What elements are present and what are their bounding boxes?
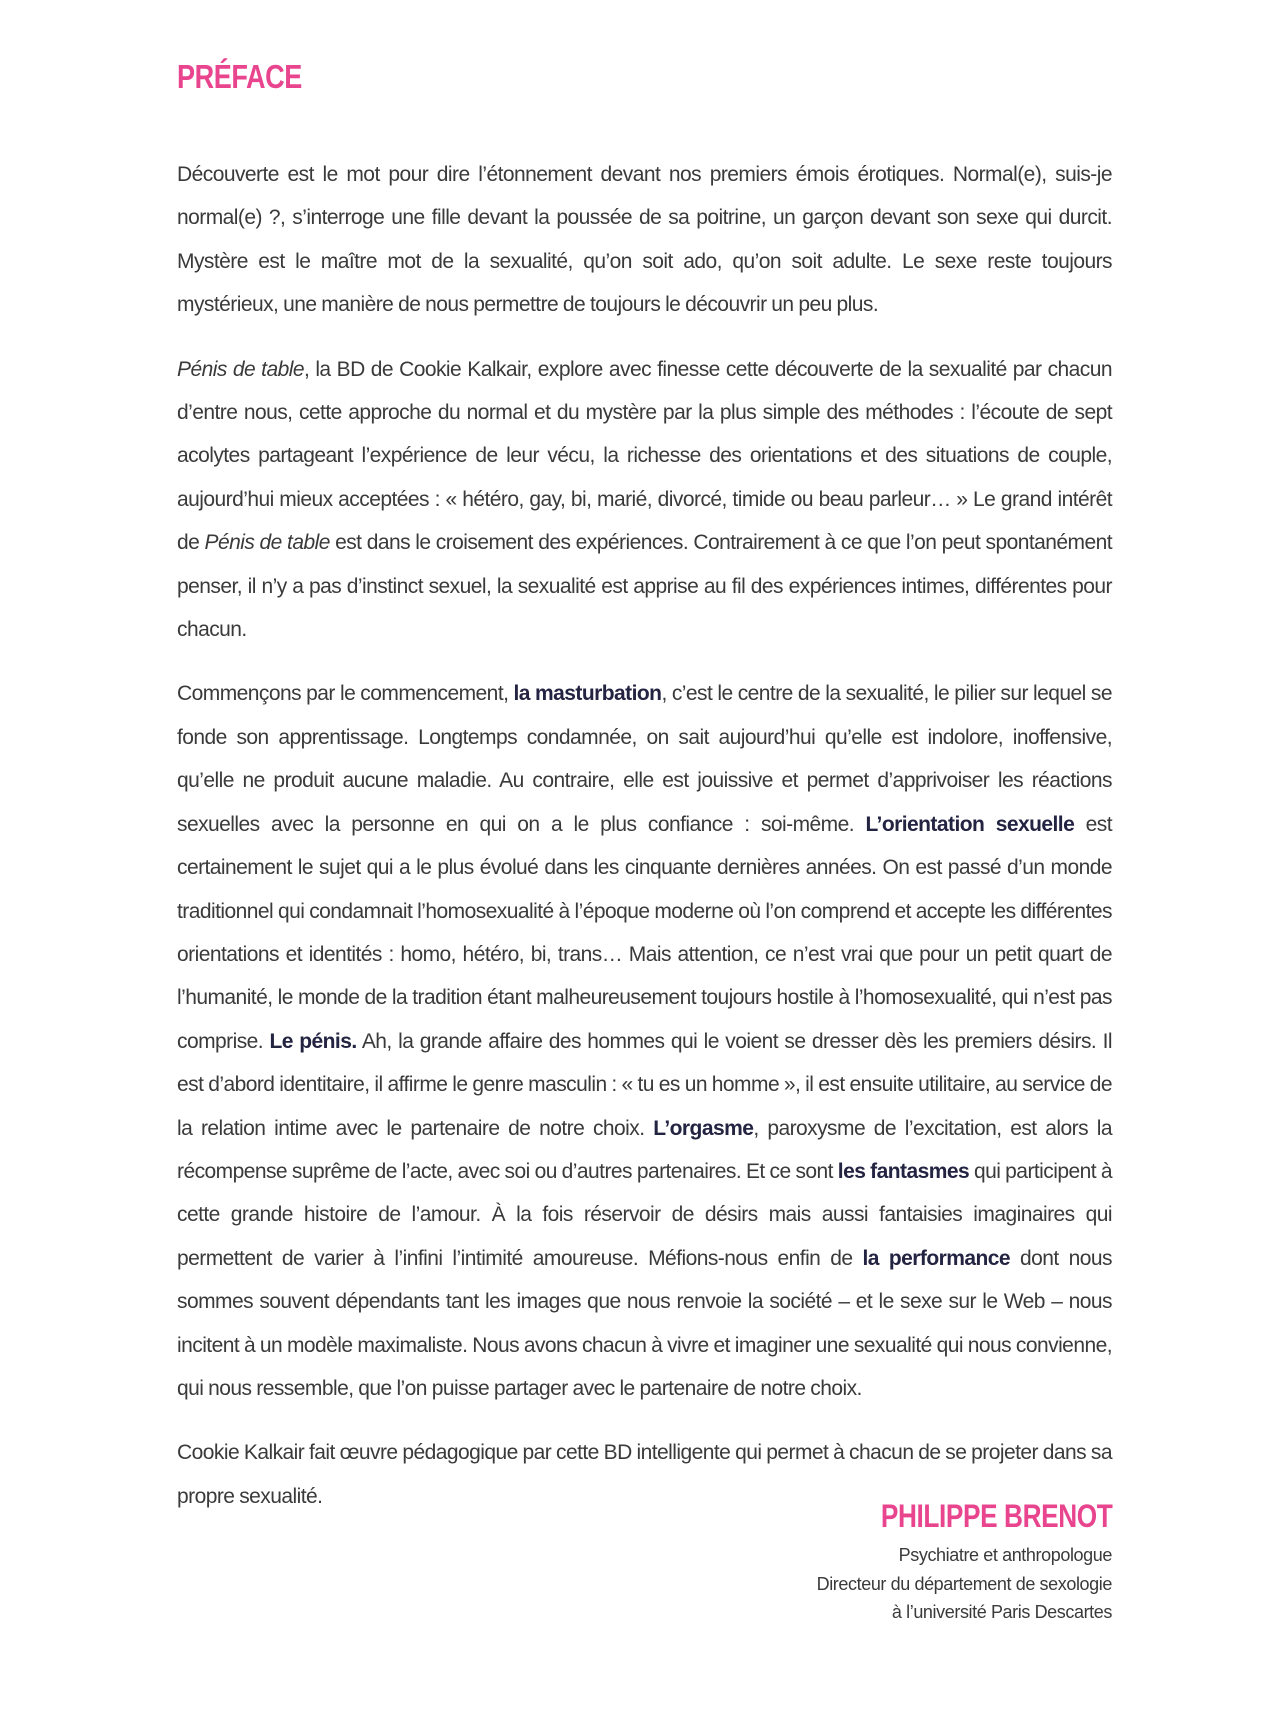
paragraph-3 xyxy=(177,672,1112,1410)
keyword-performance: la performance xyxy=(862,1246,1011,1270)
paragraph-3-text-f: qui participent à cette grande histoire de l’amour. À la fois réservoir de désirs mais aussi fantaisies imaginaires qui permettent de varier à l’infini l’intimité amoureuse. Méfions-nous enfin de xyxy=(177,1159,1112,1270)
paragraph-3-text-a: Commençons par le commencement, xyxy=(177,682,514,706)
paragraph-2 xyxy=(177,348,1112,652)
keyword-fantasmes: les fantasmes xyxy=(837,1159,970,1183)
paragraph-3-text-b: , c’est le centre de la sexualité, le pilier sur lequel se fonde son apprentissage. Longtemps condamnée, on sait aujourd’hui qu’elle est indolore, inoffensive, qu’elle ne produit aucune maladie. Au contraire, elle est jouissive et permet d’apprivoiser les réactions sexuelles avec la personne en qui on a le plus confiance : soi-même. xyxy=(177,682,1112,836)
paragraph-3-text-g: dont nous sommes souvent dépendants tant les images que nous renvoie la société – et le sexe sur le Web – nous incitent à un modèle maximaliste. Nous avons chacun à vivre et imaginer une sexualité qui nous convienne, qui nous ressemble, que l’on puisse partager avec le partenaire de notre choix. xyxy=(177,1246,1113,1400)
author-role: Psychiatre et anthropologue xyxy=(898,1545,1112,1565)
paragraph-3-text-e: , paroxysme de l’excitation, est alors la récompense suprême de l’acte, avec soi ou d’autres partenaires. Et ce sont xyxy=(177,1116,1112,1183)
paragraph-2-text-a: , la BD de Cookie Kalkair, explore avec finesse cette découverte de la sexualité par chacun d’entre nous, cette approche du normal et du mystère par la plus simple des méthodes : l’écoute de sept acolytes partageant l’expérience de leur vécu, la richesse des orientations et des situations de couple, aujourd’hui mieux acceptées : « hétéro, gay, bi, marié, divorcé, timide ou beau parleur… » Le grand intérêt de xyxy=(177,357,1112,555)
preface-body xyxy=(177,153,1112,1539)
paragraph-2-text-b: est dans le croisement des expériences. Contrairement à ce que l’on peut spontanément penser, il n’y a pas d’instinct sexuel, la sexualité est apprise au fil des expériences intimes, différentes pour chacun. xyxy=(177,531,1113,642)
keyword-masturbation: la masturbation xyxy=(513,682,662,706)
book-title: Pénis de table xyxy=(204,531,330,555)
keyword-orientation: L’orientation sexuelle xyxy=(865,812,1075,836)
paragraph-3-text-d: Ah, la grande affaire des hommes qui le voient se dresser dès les premiers désirs. Il est d’abord identitaire, il affirme le genre masculin : « tu es un homme », il est ensuite utilitaire, au service de la relation intime avec le partenaire de notre choix. xyxy=(177,1029,1112,1140)
paragraph-1: Découverte est le mot pour dire l’étonnement devant nos premiers émois érotiques. Normal(e), suis-je normal(e) ?, s’interroge une fille devant la poussée de sa poitrine, un garçon devant son sexe qui durcit. Mystère est le maître mot de la sexualité, qu’on soit ado, qu’on soit adulte. Le sexe reste toujours mystérieux, une manière de nous permettre de toujours le découvrir un peu plus. xyxy=(177,163,1112,317)
book-title: Pénis de table xyxy=(177,357,304,381)
page-title: PRÉFACE xyxy=(177,58,302,95)
signature-block xyxy=(817,1498,1112,1627)
paragraph-3-text-c: est certainement le sujet qui a le plus évolué dans les cinquante dernières années. On est passé d’un monde traditionnel qui condamnait l’homosexualité à l’époque moderne où l’on comprend et accepte les différentes orientations et identités : homo, hétéro, bi, trans… Mais attention, ce n’est vrai que pour un petit quart de l’humanité, le monde de la tradition étant malheureusement toujours hostile à l’homosexualité, qui n’est pas comprise. xyxy=(177,812,1112,1053)
keyword-orgasme: L’orgasme xyxy=(653,1116,754,1140)
author-position: Directeur du département de sexologie xyxy=(816,1573,1112,1594)
author-institution: à l’université Paris Descartes xyxy=(891,1602,1112,1622)
paragraph-4: Cookie Kalkair fait œuvre pédagogique par cette BD intelligente qui permet à chacun de se projeter dans sa propre sexualité. xyxy=(177,1441,1112,1508)
keyword-penis: Le pénis. xyxy=(269,1029,357,1053)
author-name: PHILIPPE BRENOT xyxy=(880,1498,1112,1534)
